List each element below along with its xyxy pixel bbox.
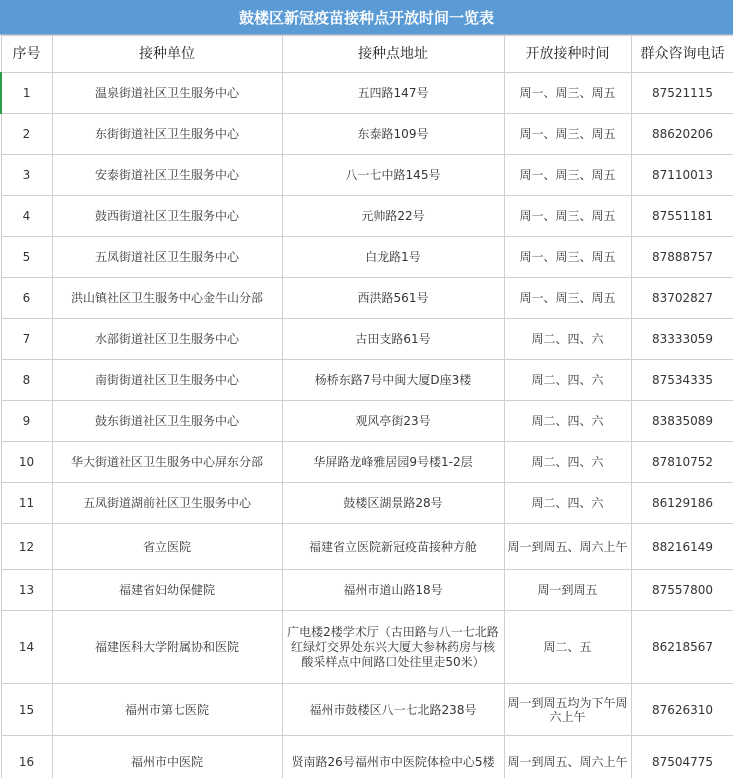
row-no: 10	[1, 442, 52, 483]
row-unit: 洪山镇社区卫生服务中心金牛山分部	[52, 278, 282, 319]
table-row	[1, 73, 733, 114]
row-phone: 87626310	[631, 684, 733, 736]
row-unit: 安泰街道社区卫生服务中心	[52, 155, 282, 196]
table-row	[1, 684, 733, 736]
header-unit: 接种单位	[52, 36, 282, 73]
row-phone: 83333059	[631, 319, 733, 360]
row-phone: 88620206	[631, 114, 733, 155]
row-hours: 周二、四、六	[504, 401, 631, 442]
row-no: 7	[1, 319, 52, 360]
table-row	[1, 237, 733, 278]
row-unit: 福州市中医院	[52, 736, 282, 778]
table-row	[1, 196, 733, 237]
row-no: 6	[1, 278, 52, 319]
row-hours: 周一到周五	[504, 570, 631, 611]
row-address: 元帅路22号	[282, 196, 504, 237]
row-hours: 周一、周三、周五	[504, 278, 631, 319]
row-hours: 周二、五	[504, 611, 631, 684]
row-no: 15	[1, 684, 52, 736]
row-unit: 鼓西街道社区卫生服务中心	[52, 196, 282, 237]
table-row	[1, 736, 733, 778]
row-no: 16	[1, 736, 52, 778]
row-no: 12	[1, 524, 52, 570]
row-hours: 周二、四、六	[504, 483, 631, 524]
row-phone: 86218567	[631, 611, 733, 684]
row-phone: 87521115	[631, 73, 733, 114]
row-hours: 周一、周三、周五	[504, 114, 631, 155]
row-hours: 周一到周五均为下午周六上午	[504, 684, 631, 736]
row-hours: 周一到周五、周六上午	[504, 736, 631, 778]
row-no: 13	[1, 570, 52, 611]
row-no: 1	[1, 73, 52, 114]
row-unit: 五凤街道湖前社区卫生服务中心	[52, 483, 282, 524]
table-row	[1, 401, 733, 442]
row-unit: 福建医科大学附属协和医院	[52, 611, 282, 684]
header-no: 序号	[1, 36, 52, 73]
row-phone: 87557800	[631, 570, 733, 611]
schedule-table	[0, 35, 733, 778]
row-hours: 周二、四、六	[504, 442, 631, 483]
row-address: 广电楼2楼学术厅（古田路与八一七北路红绿灯交界处东兴大厦大参林药房与核酸采样点中间路口处往里走50米）	[282, 611, 504, 684]
table-row	[1, 442, 733, 483]
row-no: 11	[1, 483, 52, 524]
row-phone: 86129186	[631, 483, 733, 524]
row-unit: 东街街道社区卫生服务中心	[52, 114, 282, 155]
table-row	[1, 524, 733, 570]
row-phone: 83702827	[631, 278, 733, 319]
row-unit: 华大街道社区卫生服务中心屏东分部	[52, 442, 282, 483]
header-hours: 开放接种时间	[504, 36, 631, 73]
row-address: 鼓楼区湖景路28号	[282, 483, 504, 524]
row-address: 福州市道山路18号	[282, 570, 504, 611]
row-address: 福州市鼓楼区八一七北路238号	[282, 684, 504, 736]
row-unit: 省立医院	[52, 524, 282, 570]
row-phone: 87551181	[631, 196, 733, 237]
table-row	[1, 114, 733, 155]
row-hours: 周二、四、六	[504, 319, 631, 360]
row-address: 华屏路龙峰雅居园9号楼1-2层	[282, 442, 504, 483]
row-phone: 87888757	[631, 237, 733, 278]
row-unit: 温泉街道社区卫生服务中心	[52, 73, 282, 114]
table-row	[1, 360, 733, 401]
header-phone: 群众咨询电话	[631, 36, 733, 73]
row-no: 9	[1, 401, 52, 442]
row-hours: 周一、周三、周五	[504, 237, 631, 278]
row-hours: 周一、周三、周五	[504, 155, 631, 196]
row-unit: 五凤街道社区卫生服务中心	[52, 237, 282, 278]
row-address: 观风亭街23号	[282, 401, 504, 442]
row-no: 8	[1, 360, 52, 401]
row-address: 福建省立医院新冠疫苗接种方舱	[282, 524, 504, 570]
table-row	[1, 155, 733, 196]
row-phone: 87534335	[631, 360, 733, 401]
row-address: 白龙路1号	[282, 237, 504, 278]
row-unit: 南街街道社区卫生服务中心	[52, 360, 282, 401]
table-row	[1, 611, 733, 684]
row-phone: 87810752	[631, 442, 733, 483]
row-no: 3	[1, 155, 52, 196]
row-address: 东泰路109号	[282, 114, 504, 155]
table-row	[1, 483, 733, 524]
row-phone: 88216149	[631, 524, 733, 570]
row-no: 2	[1, 114, 52, 155]
row-address: 五四路147号	[282, 73, 504, 114]
row-address: 八一七中路145号	[282, 155, 504, 196]
header-address: 接种点地址	[282, 36, 504, 73]
table-row	[1, 278, 733, 319]
row-no: 5	[1, 237, 52, 278]
row-unit: 福建省妇幼保健院	[52, 570, 282, 611]
row-hours: 周一、周三、周五	[504, 196, 631, 237]
row-no: 4	[1, 196, 52, 237]
row-hours: 周二、四、六	[504, 360, 631, 401]
row-unit: 鼓东街道社区卫生服务中心	[52, 401, 282, 442]
table-row	[1, 570, 733, 611]
page-title: 鼓楼区新冠疫苗接种点开放时间一览表	[0, 0, 733, 35]
row-address: 古田支路61号	[282, 319, 504, 360]
row-unit: 福州市第七医院	[52, 684, 282, 736]
table-row	[1, 319, 733, 360]
row-address: 杨桥东路7号中闽大厦D座3楼	[282, 360, 504, 401]
row-no: 14	[1, 611, 52, 684]
row-unit: 水部街道社区卫生服务中心	[52, 319, 282, 360]
row-address: 西洪路561号	[282, 278, 504, 319]
row-address: 贤南路26号福州市中医院体检中心5楼	[282, 736, 504, 778]
row-hours: 周一、周三、周五	[504, 73, 631, 114]
row-phone: 87110013	[631, 155, 733, 196]
header-row	[1, 36, 733, 73]
row-hours: 周一到周五、周六上午	[504, 524, 631, 570]
row-phone: 83835089	[631, 401, 733, 442]
row-phone: 87504775	[631, 736, 733, 778]
